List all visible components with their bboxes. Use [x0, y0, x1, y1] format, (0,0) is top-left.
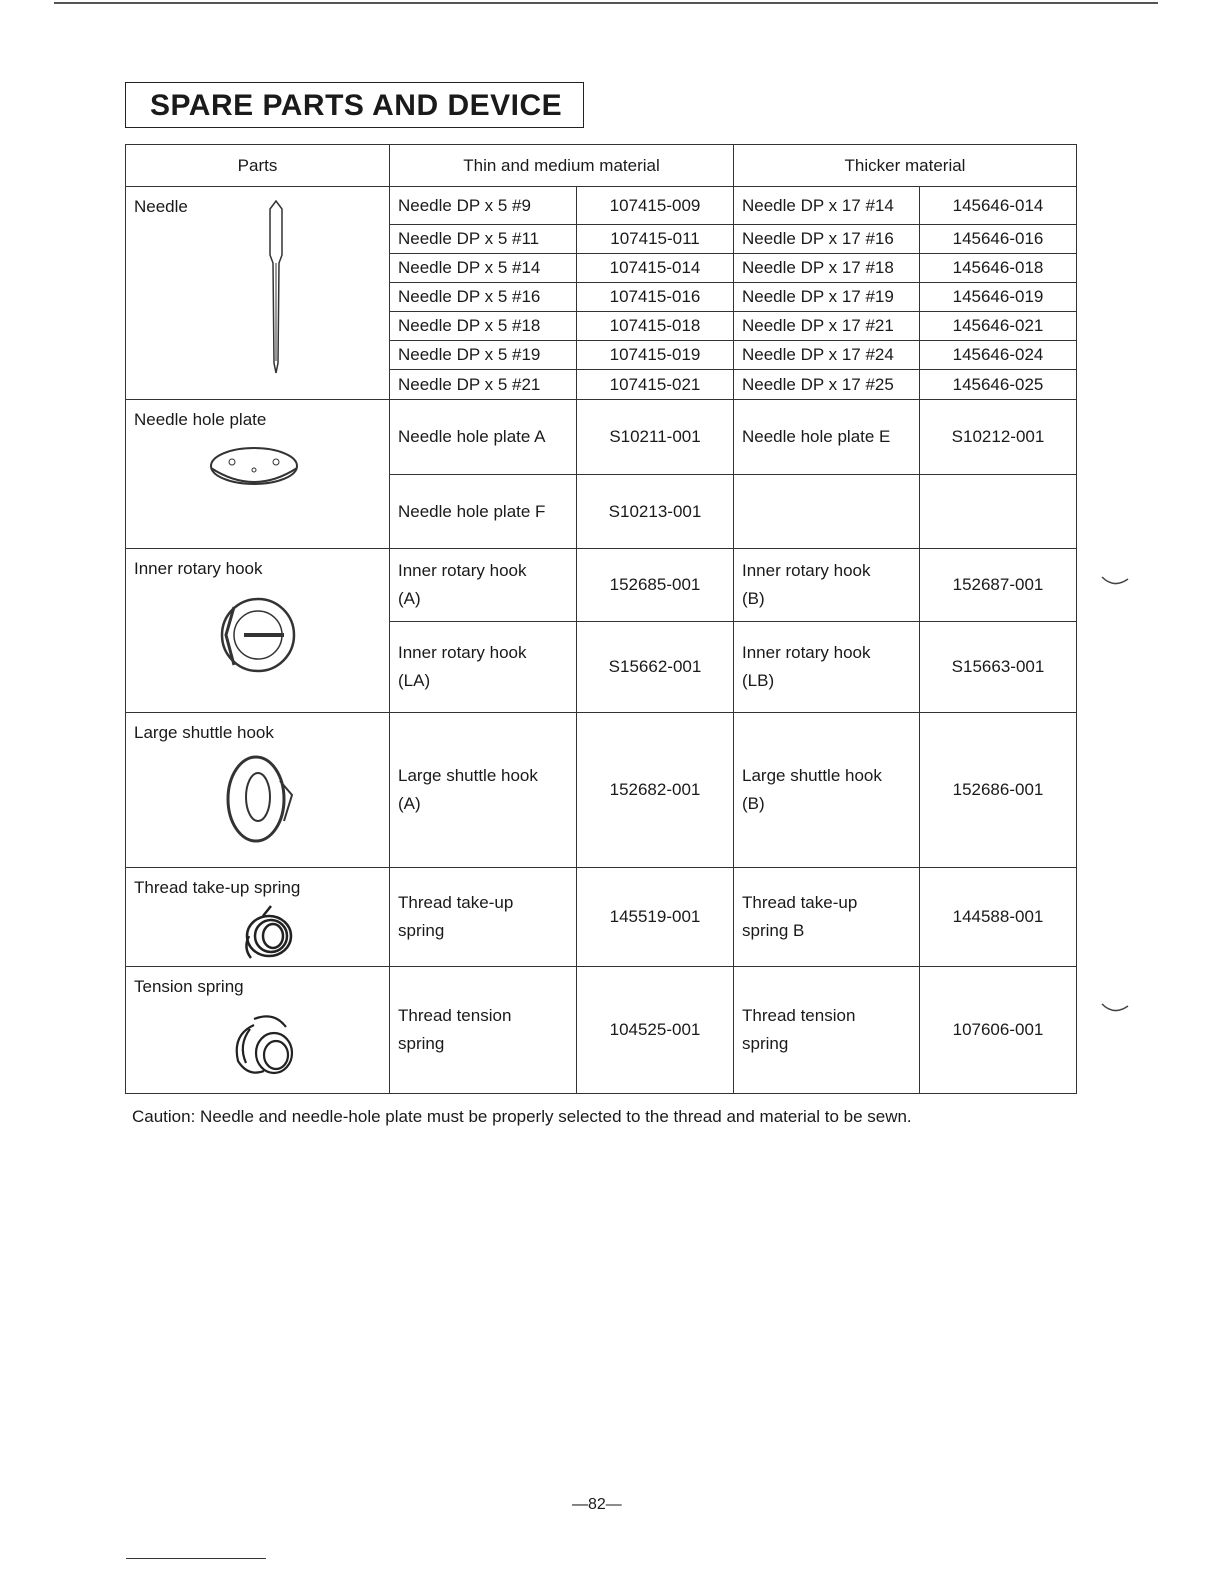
top-rule	[54, 2, 1158, 4]
header-thick: Thicker material	[734, 145, 1077, 187]
part-description: Thread take-up spring	[390, 868, 577, 967]
part-description: Needle DP x 5 #14	[390, 254, 577, 283]
part-name-cell	[126, 187, 390, 400]
table-row	[126, 549, 1077, 622]
part-name: Needle hole plate	[134, 410, 267, 429]
part-number: 107415-011	[577, 225, 734, 254]
part-description: Needle hole plate A	[390, 400, 577, 475]
thread-take-up-spring-illustration	[134, 902, 374, 964]
table-row	[126, 187, 1077, 225]
table-row	[126, 713, 1077, 868]
part-number	[920, 475, 1077, 549]
part-number: 107415-021	[577, 370, 734, 400]
part-number: 107415-018	[577, 312, 734, 341]
part-description: Large shuttle hook (B)	[734, 713, 920, 868]
binding-mark	[1100, 575, 1130, 589]
table-row	[126, 400, 1077, 475]
tension-spring-illustration	[134, 1005, 374, 1083]
part-description: Needle DP x 5 #16	[390, 283, 577, 312]
part-number: 145646-018	[920, 254, 1077, 283]
part-name-cell	[126, 713, 390, 868]
part-number: 145646-021	[920, 312, 1077, 341]
part-number: 107415-016	[577, 283, 734, 312]
part-description: Needle DP x 17 #19	[734, 283, 920, 312]
part-description: Needle DP x 17 #18	[734, 254, 920, 283]
part-number: 145646-019	[920, 283, 1077, 312]
table-row	[126, 967, 1077, 1094]
binding-mark	[1100, 1002, 1130, 1016]
part-number: 152685-001	[577, 549, 734, 622]
part-description: Thread take-up spring B	[734, 868, 920, 967]
part-description: Needle DP x 5 #19	[390, 341, 577, 370]
content-flow	[125, 144, 1085, 1128]
part-number: 107606-001	[920, 967, 1077, 1094]
part-number: 145519-001	[577, 868, 734, 967]
part-description: Needle DP x 5 #11	[390, 225, 577, 254]
spare-parts-table	[125, 144, 1077, 1094]
part-description: Needle DP x 17 #14	[734, 187, 920, 225]
page-title: SPARE PARTS AND DEVICE	[150, 89, 563, 122]
part-number: S15662-001	[577, 622, 734, 713]
part-number: 152682-001	[577, 713, 734, 868]
part-description: Inner rotary hook (LA)	[390, 622, 577, 713]
caution-note: Caution: Needle and needle-hole plate must be properly selected to the thread and material to be sewn.	[132, 1107, 912, 1126]
needle-hole-plate-illustration	[134, 438, 374, 498]
header-thin: Thin and medium material	[390, 145, 734, 187]
part-number: 145646-016	[920, 225, 1077, 254]
part-number: 152687-001	[920, 549, 1077, 622]
part-description: Inner rotary hook (A)	[390, 549, 577, 622]
part-description: Needle DP x 17 #21	[734, 312, 920, 341]
table-row	[126, 868, 1077, 967]
part-number: 152686-001	[920, 713, 1077, 868]
part-name-cell	[126, 549, 390, 713]
part-name: Needle	[134, 197, 188, 216]
part-description: Needle DP x 5 #21	[390, 370, 577, 400]
part-number: S10211-001	[577, 400, 734, 475]
part-description: Inner rotary hook (B)	[734, 549, 920, 622]
part-description: Needle DP x 5 #18	[390, 312, 577, 341]
part-description: Thread tension spring	[390, 967, 577, 1094]
header-parts: Parts	[126, 145, 390, 187]
part-description: Inner rotary hook (LB)	[734, 622, 920, 713]
footer-rule	[126, 1558, 266, 1559]
part-name-cell	[126, 868, 390, 967]
part-name: Large shuttle hook	[134, 723, 274, 742]
part-description: Needle DP x 17 #16	[734, 225, 920, 254]
part-description: Needle hole plate F	[390, 475, 577, 549]
part-number: 144588-001	[920, 868, 1077, 967]
title-box	[125, 82, 584, 128]
part-description: Needle DP x 17 #25	[734, 370, 920, 400]
part-description	[734, 475, 920, 549]
part-number: 145646-025	[920, 370, 1077, 400]
part-name-cell	[126, 400, 390, 549]
part-number: S15663-001	[920, 622, 1077, 713]
page-number: —82—	[572, 1496, 622, 1513]
part-number: S10213-001	[577, 475, 734, 549]
part-number: 107415-014	[577, 254, 734, 283]
part-name: Tension spring	[134, 977, 244, 996]
part-name: Thread take-up spring	[134, 878, 301, 897]
part-number: S10212-001	[920, 400, 1077, 475]
part-description: Thread tension spring	[734, 967, 920, 1094]
part-description: Needle DP x 17 #24	[734, 341, 920, 370]
part-description: Needle DP x 5 #9	[390, 187, 577, 225]
part-number: 107415-019	[577, 341, 734, 370]
needle-illustration	[261, 197, 291, 375]
inner-rotary-hook-illustration	[134, 587, 374, 687]
table-header-row	[126, 145, 1077, 187]
part-number: 104525-001	[577, 967, 734, 1094]
part-number: 107415-009	[577, 187, 734, 225]
part-name-cell	[126, 967, 390, 1094]
part-number: 145646-024	[920, 341, 1077, 370]
part-name: Inner rotary hook	[134, 559, 263, 578]
part-number: 145646-014	[920, 187, 1077, 225]
part-description: Large shuttle hook (A)	[390, 713, 577, 868]
large-shuttle-hook-illustration	[134, 751, 374, 851]
part-description: Needle hole plate E	[734, 400, 920, 475]
